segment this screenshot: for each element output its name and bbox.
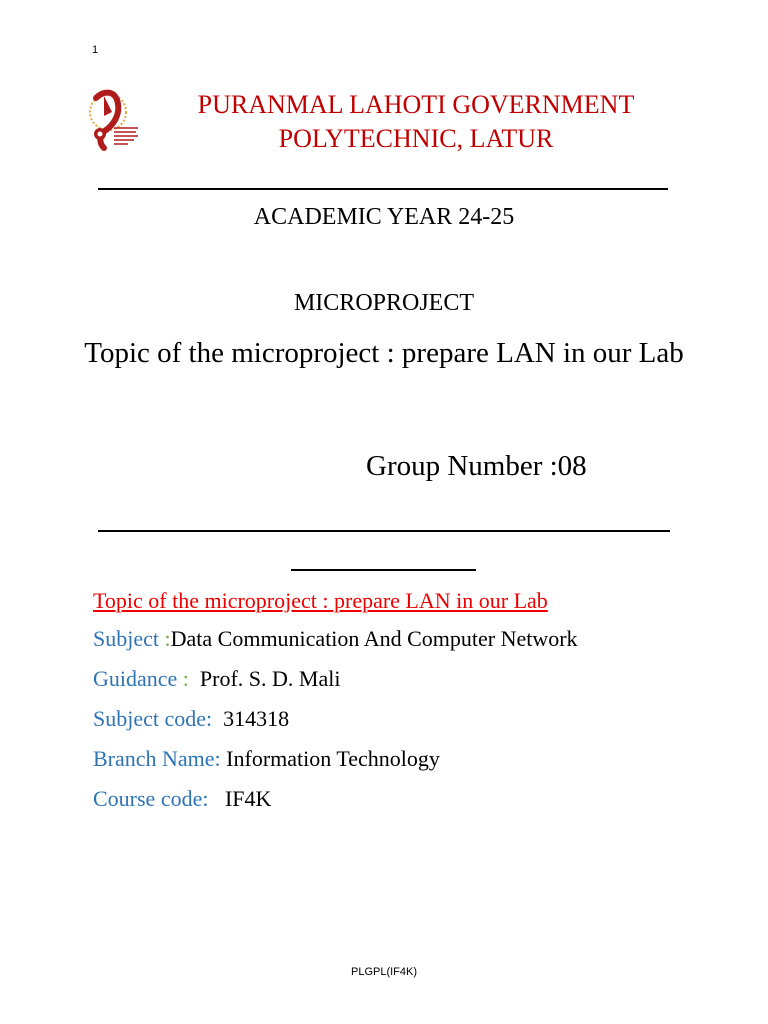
subject-code-label: Subject code: <box>93 706 213 731</box>
subject-code-row <box>93 706 289 732</box>
page-footer: PLGPL(IF4K) <box>350 966 418 978</box>
divider-short <box>291 569 476 571</box>
subject-row <box>93 626 578 652</box>
page-number: 1 <box>92 44 99 56</box>
course-code-label: Course code: <box>93 786 209 811</box>
branch-value: Information Technology <box>220 746 440 771</box>
microproject-heading: MICROPROJECT <box>293 290 475 316</box>
institute-logo <box>78 86 142 152</box>
subject-colon: : <box>164 626 171 651</box>
group-number: Group Number :08 <box>366 450 587 482</box>
divider-middle <box>98 530 670 532</box>
guidance-value: Prof. S. D. Mali <box>188 666 341 691</box>
guidance-label: Guidance <box>93 666 183 691</box>
subject-label: Subject <box>93 626 165 651</box>
topic-line: Topic of the microproject : prepare LAN in our Lab <box>93 588 548 613</box>
course-code-value: IF4K <box>208 786 272 811</box>
subject-value: Data Communication And Computer Network <box>170 626 578 651</box>
institute-name-line2: POLYTECHNIC, LATUR <box>278 124 554 153</box>
subject-code-value: 314318 <box>212 706 290 731</box>
branch-label: Branch Name: <box>93 746 221 771</box>
topic-heading: Topic of the microproject : prepare LAN in our Lab <box>84 337 684 369</box>
branch-row <box>93 746 440 772</box>
institute-name-line1: PURANMAL LAHOTI GOVERNMENT <box>197 90 635 119</box>
logo-emblem-icon <box>78 86 142 152</box>
divider-top <box>98 188 668 190</box>
guidance-row <box>93 666 340 692</box>
course-code-row <box>93 786 271 812</box>
academic-year: ACADEMIC YEAR 24-25 <box>253 204 515 230</box>
guidance-colon: : <box>182 666 189 691</box>
